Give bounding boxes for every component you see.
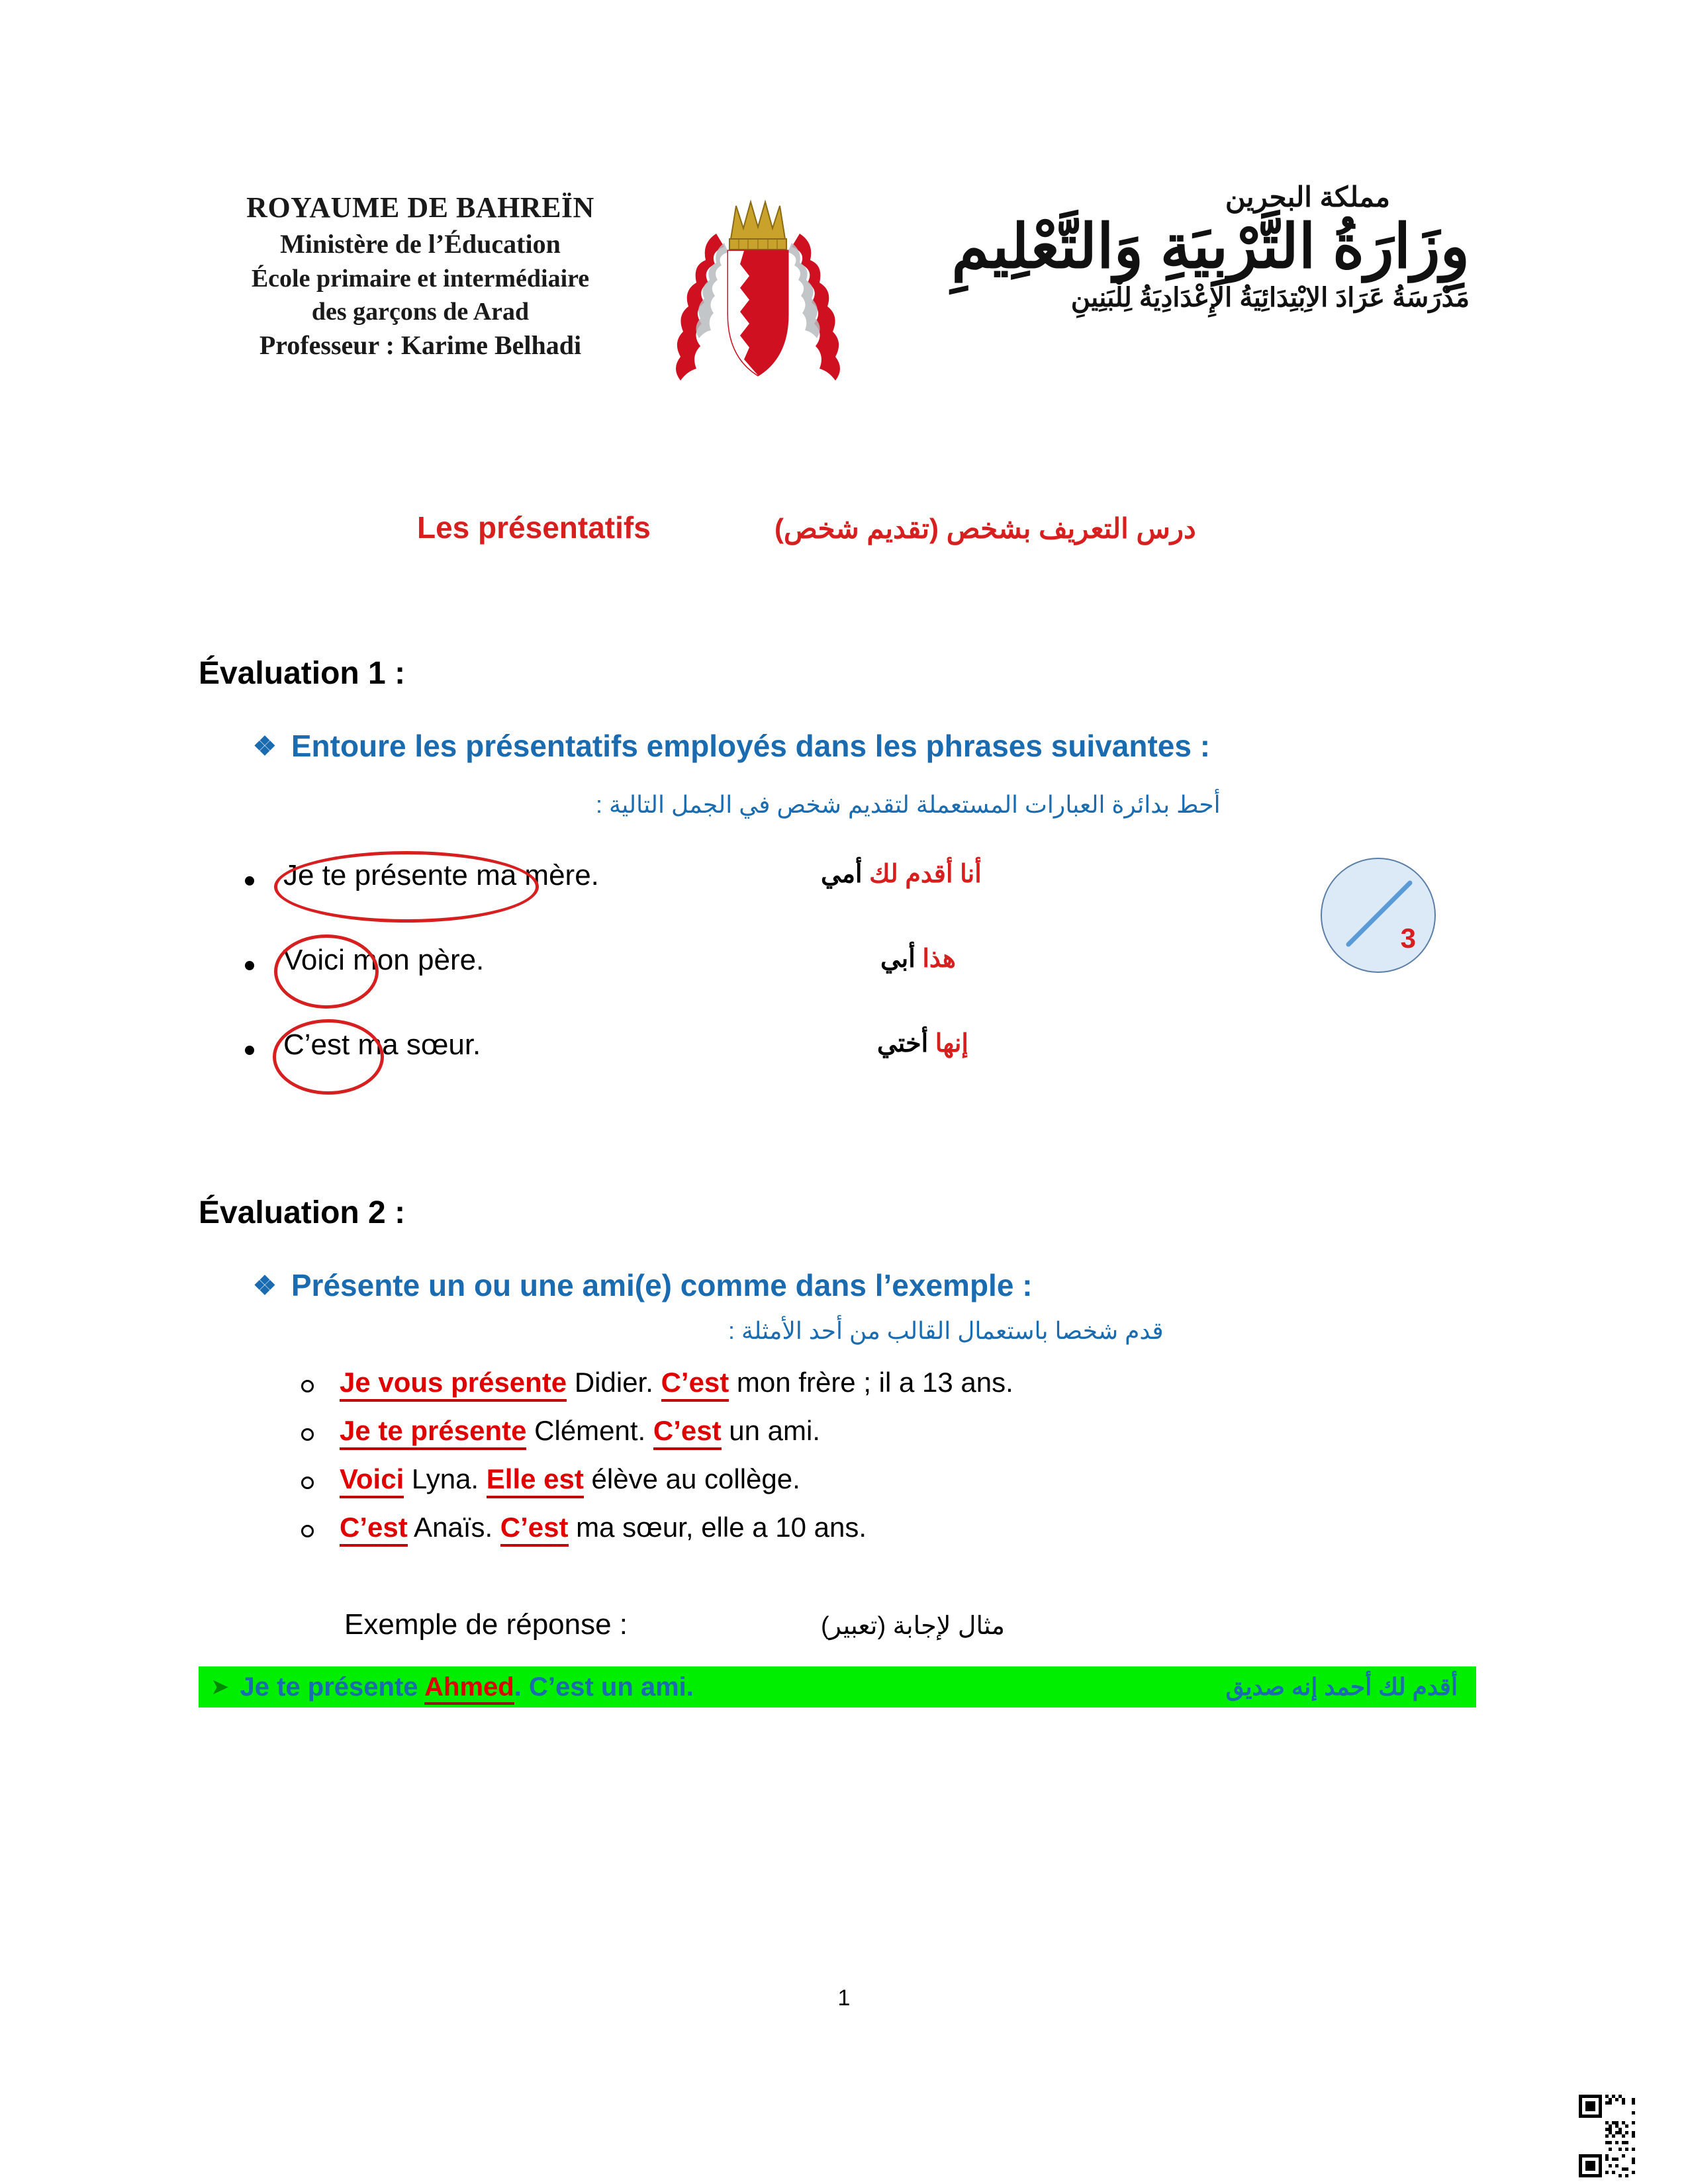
lesson-title-row bbox=[192, 510, 1350, 556]
example-text-1: Anaïs. bbox=[407, 1512, 500, 1543]
answer-text-before: Je te présente bbox=[240, 1672, 425, 1702]
presentatif-2: C’est bbox=[653, 1415, 722, 1450]
sentence-french bbox=[283, 1028, 481, 1062]
bullet-dot-icon bbox=[245, 876, 254, 886]
header-arabic-ministry: وِزَارَةُ التَّرْبِيَةِ وَالتَّعْلِيمِ bbox=[951, 213, 1470, 281]
example-sentence bbox=[340, 1367, 1013, 1398]
example-sentence bbox=[340, 1415, 820, 1447]
list-item bbox=[301, 1415, 1427, 1463]
arabic-highlight: إنها bbox=[935, 1030, 968, 1058]
evaluation-1-sentence-list bbox=[245, 854, 1172, 1108]
document-header bbox=[192, 175, 1470, 427]
example-text-1: Didier. bbox=[567, 1367, 661, 1398]
bullet-dot-icon bbox=[245, 1046, 254, 1055]
bullet-circle-icon bbox=[301, 1428, 314, 1441]
header-line-school-2: des garçons de Arad bbox=[311, 298, 530, 326]
example-text-2: élève au collège. bbox=[583, 1463, 800, 1494]
header-arabic-country: مملكة البحرين bbox=[1225, 181, 1390, 212]
evaluation-2-heading: Évaluation 2 : bbox=[199, 1195, 406, 1230]
presentatif-1: Je vous présente bbox=[340, 1367, 567, 1402]
presentatif-1: C’est bbox=[340, 1512, 408, 1547]
bullet-circle-icon bbox=[301, 1380, 314, 1392]
evaluation-2-instruction bbox=[253, 1267, 1033, 1303]
sentence-arabic bbox=[821, 859, 982, 889]
circled-presentatif: C’est bbox=[283, 1028, 350, 1061]
arabic-remainder: أختي bbox=[877, 1030, 935, 1058]
evaluation-2-instruction-text: Présente un ou une ami(e) comme dans l’exemple : bbox=[291, 1268, 1033, 1302]
list-item bbox=[301, 1367, 1427, 1415]
example-response-label: Exemple de réponse : bbox=[344, 1608, 628, 1641]
arrow-right-bullet-icon: ➤ bbox=[211, 1674, 230, 1700]
bullet-circle-icon bbox=[301, 1525, 314, 1537]
example-answer-highlight-bar bbox=[199, 1666, 1476, 1707]
header-line-school-1: École primaire et intermédiaire bbox=[251, 264, 590, 293]
example-text-1: Clément. bbox=[526, 1415, 653, 1446]
lesson-title-french: Les présentatifs bbox=[417, 510, 651, 545]
header-line-country: ROYAUME DE BAHREÏN bbox=[246, 191, 594, 224]
example-text-2: mon frère ; il a 13 ans. bbox=[729, 1367, 1013, 1398]
list-item bbox=[301, 1463, 1427, 1512]
presentatif-2: C’est bbox=[661, 1367, 729, 1402]
evaluation-1-instruction bbox=[253, 728, 1210, 764]
diamond-bullet-icon: ❖ bbox=[253, 732, 277, 761]
score-badge bbox=[1321, 858, 1436, 973]
circled-presentatif: Voici bbox=[283, 944, 345, 976]
evaluation-2-instruction-arabic: قدم شخصا باستعمال القالب من أحد الأمثلة : bbox=[728, 1317, 1164, 1344]
arabic-remainder: أبي bbox=[880, 945, 923, 973]
diamond-bullet-icon: ❖ bbox=[253, 1271, 277, 1300]
bullet-circle-icon bbox=[301, 1477, 314, 1489]
sentence-arabic bbox=[877, 1028, 968, 1058]
header-arabic-school: مَدْرَسَةُ عَرَادَ الاِبْتِدَائِيَةُ الإِعْدَادِيَةُ لِلْبَنِينِ bbox=[1070, 283, 1470, 312]
example-answer-text bbox=[240, 1672, 694, 1702]
example-sentence bbox=[340, 1463, 800, 1495]
evaluation-1-instruction-arabic: أحط بدائرة العبارات المستعملة لتقديم شخص في الجمل التالية : bbox=[596, 791, 1221, 818]
presentatif-1: Voici bbox=[340, 1463, 404, 1498]
header-line-ministry: Ministère de l’Éducation bbox=[280, 229, 561, 259]
sentence-french bbox=[283, 859, 599, 892]
list-item bbox=[245, 854, 1172, 938]
example-response-label-arabic: مثال لإجابة (تعبير) bbox=[821, 1612, 1005, 1640]
answer-name: Ahmed bbox=[424, 1672, 514, 1705]
bullet-dot-icon bbox=[245, 961, 254, 970]
evaluation-2-example-list bbox=[301, 1367, 1427, 1560]
example-text-2: un ami. bbox=[721, 1415, 820, 1446]
bahrain-coat-of-arms-icon bbox=[675, 182, 841, 414]
sentence-remainder: mon père. bbox=[344, 944, 485, 976]
list-item bbox=[245, 1023, 1172, 1108]
answer-text-after: . C’est un ami. bbox=[514, 1672, 694, 1702]
arabic-highlight: هذا bbox=[922, 945, 956, 973]
arabic-highlight: أنا أقدم لك bbox=[869, 860, 982, 888]
sentence-remainder: ma mère. bbox=[467, 859, 599, 891]
example-text-1: Lyna. bbox=[404, 1463, 487, 1494]
presentatif-2: Elle est bbox=[487, 1463, 584, 1498]
evaluation-1-heading: Évaluation 1 : bbox=[199, 656, 406, 691]
header-line-professor: Professeur : Karime Belhadi bbox=[259, 330, 582, 361]
evaluation-1-instruction-text: Entoure les présentatifs employés dans les phrases suivantes : bbox=[291, 729, 1211, 763]
circled-presentatif: Je te présente bbox=[283, 859, 468, 891]
example-answer-arabic: أقدم لك أحمد إنه صديق bbox=[1225, 1673, 1458, 1700]
sentence-arabic bbox=[880, 944, 956, 974]
sentence-remainder: ma sœur. bbox=[350, 1028, 481, 1061]
example-text-2: ma sœur, elle a 10 ans. bbox=[568, 1512, 867, 1543]
sentence-french bbox=[283, 944, 484, 977]
list-item bbox=[245, 938, 1172, 1023]
presentatif-1: Je te présente bbox=[340, 1415, 526, 1450]
presentatif-2: C’est bbox=[500, 1512, 569, 1547]
list-item bbox=[301, 1512, 1427, 1560]
score-value: 3 bbox=[1400, 923, 1416, 954]
arabic-remainder: أمي bbox=[821, 860, 870, 888]
example-sentence bbox=[340, 1512, 867, 1543]
header-left-block bbox=[192, 175, 649, 363]
page-number: 1 bbox=[837, 1985, 851, 2011]
lesson-title-arabic: درس التعريف بشخص (تقديم شخص) bbox=[774, 513, 1196, 544]
qr-code bbox=[1579, 2095, 1688, 2184]
header-arabic-block bbox=[841, 175, 1470, 312]
